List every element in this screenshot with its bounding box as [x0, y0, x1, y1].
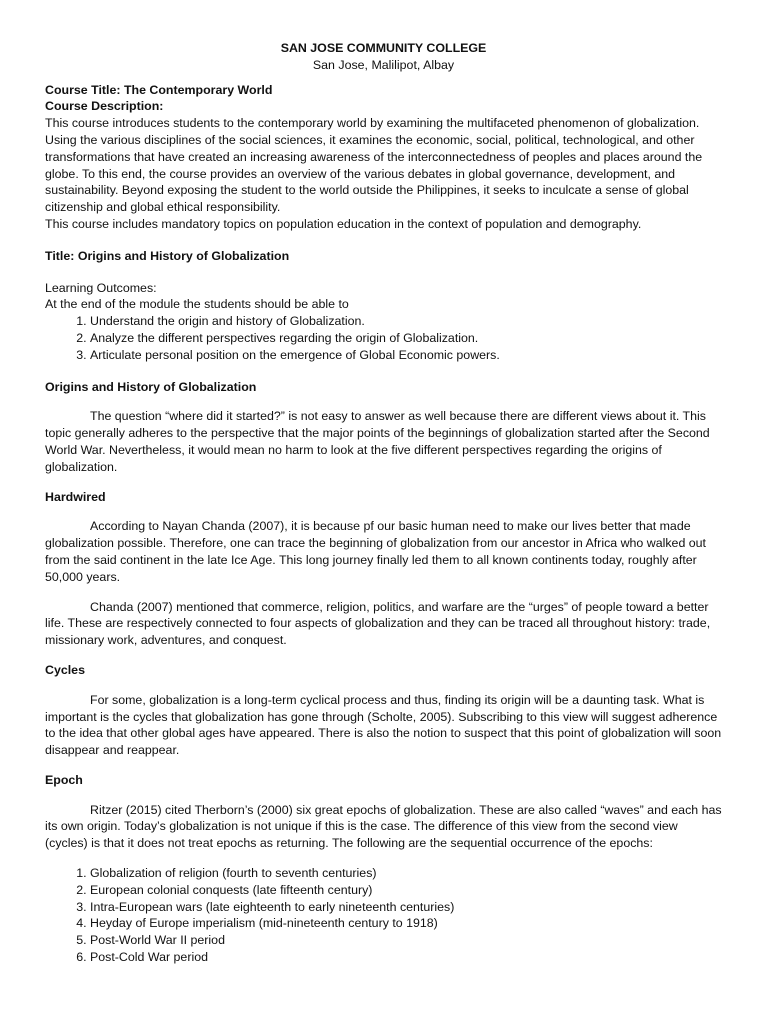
module-title: Title: Origins and History of Globalization [45, 248, 290, 263]
list-item: 6. Post-Cold War period [90, 949, 722, 966]
list-item: 3. Articulate personal position on the emergence of Global Economic powers. [90, 347, 722, 364]
learning-outcomes-label: Learning Outcomes: [45, 280, 157, 295]
origins-paragraph: The question “where did it started?” is not easy to answer as well because there are different views about it. This topic generally adheres to the perspective that the major points of the beginnings of globalization started after the Second World War. Nevertheless, it would mean no harm to look at the five different perspectives regarding the origins of globalization. [45, 409, 710, 474]
college-address: San Jose, Malilipot, Albay [312, 57, 455, 72]
list-item: 1. Globalization of religion (fourth to seventh centuries) [90, 865, 722, 882]
cycles-paragraph: For some, globalization is a long-term cyclical process and thus, finding its origin will be a daunting task. What is important is the cycles that globalization has gone through (Scholte, 2005). Subscribing to this view will suggest adherence to the idea that other global ages have appeared. There is also the notion to suspect that this point of globalization will soon disappear and reappear. [45, 692, 722, 758]
list-item: 3. Intra-European wars (late eighteenth to early nineteenth centuries) [90, 899, 722, 916]
section-heading-hardwired: Hardwired [45, 489, 106, 504]
course-description: This course introduces students to the contemporary world by examining the multifaceted phenomenon of globalization. Using the various disciplines of the social sciences, it examines the economic, social, political, technological, and other transformations that have created an increasing awareness of the interconnectedness of peoples and places around the globe. To this end, the course provides an overview of the various debates in global governance, development, and sustainability. Beyond exposing the student to the world outside the Philippines, it seeks to inculcate a sense of global citizenship and global ethical responsibility. [45, 116, 703, 215]
list-item: 2. Analyze the different perspectives regarding the origin of Globalization. [90, 330, 722, 347]
course-description-note: This course includes mandatory topics on population education in the context of population and demography. [45, 216, 642, 231]
epoch-paragraph: Ritzer (2015) cited Therborn’s (2000) six great epochs of globalization. These are also called “waves” and each has its own origin. Today’s globalization is not unique if this is the case. The difference of this view from the second view (cycles) is that it does not treat epochs as returning. The following are the sequential occurrence of the epochs: [45, 802, 722, 851]
section-heading-origins: Origins and History of Globalization [45, 379, 257, 394]
hardwired-paragraph-1: According to Nayan Chanda (2007), it is because pf our basic human need to make our lives better that made globalization possible. Therefore, one can trace the beginning of globalization from our ancestor in Africa who walked out from the said continent in the late Ice Age. This long journey finally led them to all known continents today, roughly after 50,000 years. [45, 519, 707, 584]
list-item: 1. Understand the origin and history of Globalization. [90, 313, 722, 330]
list-item: 2. European colonial conquests (late fifteenth century) [90, 882, 722, 899]
learning-outcomes-list [45, 313, 722, 363]
learning-outcomes-intro: At the end of the module the students should be able to [45, 297, 349, 312]
section-heading-cycles: Cycles [45, 662, 85, 677]
course-description-label: Course Description: [45, 99, 164, 114]
list-item: 5. Post-World War II period [90, 932, 722, 949]
section-heading-epoch: Epoch [45, 772, 83, 787]
epochs-list [45, 865, 722, 966]
list-item: 4. Heyday of Europe imperialism (mid-nineteenth century to 1918) [90, 915, 722, 932]
course-title: Course Title: The Contemporary World [45, 82, 273, 97]
hardwired-paragraph-2: Chanda (2007) mentioned that commerce, religion, politics, and warfare are the “urges” of people toward a better life. These are respectively connected to four aspects of globalization and they can be traced all throughout history: trade, missionary work, adventures, and conquest. [45, 599, 711, 648]
college-name: SAN JOSE COMMUNITY COLLEGE [280, 41, 487, 55]
